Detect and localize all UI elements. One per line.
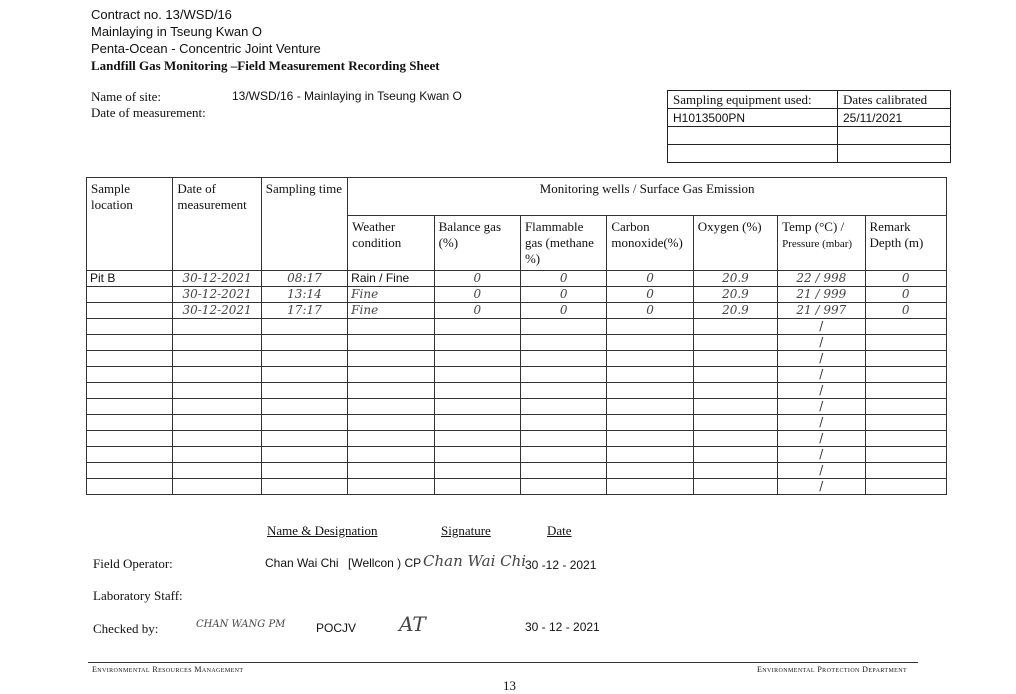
table-row xyxy=(87,367,947,383)
table-row xyxy=(87,431,947,447)
cell-carbon-monoxide xyxy=(607,431,693,447)
cell-oxygen: 20.9 xyxy=(693,287,777,303)
page-number: 13 xyxy=(503,678,516,693)
cell-time xyxy=(261,367,347,383)
cell-location xyxy=(87,399,173,415)
cell-depth: 0 xyxy=(865,271,947,287)
cell-time xyxy=(261,431,347,447)
cell-weather xyxy=(348,479,434,495)
cell-depth: 0 xyxy=(865,303,947,319)
contractor-name: Penta-Ocean - Concentric Joint Venture xyxy=(91,41,321,56)
cell-balance-gas xyxy=(434,319,520,335)
cell-balance-gas xyxy=(434,399,520,415)
cell-oxygen: 20.9 xyxy=(693,271,777,287)
cell-temp-pressure: 21 / 999 xyxy=(778,287,865,303)
cell-date xyxy=(173,399,261,415)
field-operator-org: [Wellcon ) CP xyxy=(348,556,422,570)
cell-time xyxy=(261,383,347,399)
pressure-label: Pressure (mbar) xyxy=(782,238,853,250)
cell-weather xyxy=(348,463,434,479)
calibrated-header: Dates calibrated xyxy=(838,91,951,109)
cell-depth xyxy=(865,367,947,383)
cell-flammable-gas xyxy=(520,431,606,447)
cell-time xyxy=(261,415,347,431)
cell-weather xyxy=(348,415,434,431)
col-carbon-monoxide: Carbon monoxide(%) xyxy=(607,216,693,271)
cell-location xyxy=(87,479,173,495)
table-row xyxy=(87,287,947,303)
lab-staff-label: Laboratory Staff: xyxy=(93,588,183,603)
cell-time xyxy=(261,463,347,479)
table-row xyxy=(87,335,947,351)
cell-oxygen xyxy=(693,399,777,415)
col-weather: Weather condition xyxy=(348,216,434,271)
date-label: Date of measurement: xyxy=(91,105,206,120)
cell-depth xyxy=(865,383,947,399)
cell-location xyxy=(87,463,173,479)
table-row xyxy=(87,351,947,367)
cell-carbon-monoxide xyxy=(607,367,693,383)
site-label: Name of site: xyxy=(91,89,162,104)
cell-location xyxy=(87,447,173,463)
cell-oxygen xyxy=(693,335,777,351)
col-sampling-time: Sampling time xyxy=(261,178,347,271)
cell-oxygen xyxy=(693,431,777,447)
signoff-signature-header: Signature xyxy=(441,523,491,538)
cell-flammable-gas: 0 xyxy=(520,303,606,319)
cell-flammable-gas xyxy=(520,335,606,351)
cell-flammable-gas xyxy=(520,383,606,399)
cell-oxygen xyxy=(693,479,777,495)
cell-date: 30-12-2021 xyxy=(173,303,261,319)
cell-temp-pressure: / xyxy=(778,447,865,463)
cell-temp-pressure: / xyxy=(778,335,865,351)
cell-location xyxy=(87,383,173,399)
cell-date xyxy=(173,319,261,335)
cell-oxygen xyxy=(693,383,777,399)
cell-flammable-gas: 0 xyxy=(520,287,606,303)
cell-balance-gas: 0 xyxy=(434,287,520,303)
checked-by-signature: AT xyxy=(399,612,426,636)
footer-right: Environmental Protection Department xyxy=(757,665,908,674)
cell-date xyxy=(173,431,261,447)
cell-carbon-monoxide: 0 xyxy=(607,287,693,303)
cell-depth xyxy=(865,447,947,463)
cell-location: Pit B xyxy=(87,271,173,287)
cell-depth xyxy=(865,415,947,431)
calibrated-date: 25/11/2021 xyxy=(838,109,951,127)
field-operator-label: Field Operator: xyxy=(93,556,173,571)
cell-time xyxy=(261,479,347,495)
table-row xyxy=(87,447,947,463)
cell-location xyxy=(87,415,173,431)
cell-flammable-gas xyxy=(520,479,606,495)
remark-label: Remark xyxy=(869,219,911,234)
cell-balance-gas xyxy=(434,479,520,495)
cell-date xyxy=(173,367,261,383)
calibrated-blank-cell xyxy=(838,145,951,163)
cell-flammable-gas xyxy=(520,463,606,479)
cell-oxygen xyxy=(693,415,777,431)
cell-carbon-monoxide xyxy=(607,383,693,399)
cell-carbon-monoxide xyxy=(607,319,693,335)
cell-temp-pressure: 21 / 997 xyxy=(778,303,865,319)
cell-temp-pressure: / xyxy=(778,383,865,399)
cell-weather xyxy=(348,351,434,367)
cell-time xyxy=(261,399,347,415)
cell-flammable-gas xyxy=(520,367,606,383)
cell-date xyxy=(173,415,261,431)
signoff-date-header: Date xyxy=(547,523,572,538)
col-oxygen: Oxygen (%) xyxy=(693,216,777,271)
cell-flammable-gas xyxy=(520,399,606,415)
table-row xyxy=(87,399,947,415)
cell-depth xyxy=(865,351,947,367)
cell-weather xyxy=(348,399,434,415)
cell-weather xyxy=(348,319,434,335)
cell-weather: Fine xyxy=(348,303,434,319)
cell-balance-gas xyxy=(434,447,520,463)
checked-by-date: 30 - 12 - 2021 xyxy=(525,620,600,634)
cell-temp-pressure: 22 / 998 xyxy=(778,271,865,287)
equipment-header: Sampling equipment used: xyxy=(668,91,838,109)
cell-flammable-gas xyxy=(520,447,606,463)
cell-flammable-gas xyxy=(520,351,606,367)
table-row xyxy=(87,479,947,495)
cell-location xyxy=(87,431,173,447)
contract-number: Contract no. 13/WSD/16 xyxy=(91,7,232,22)
site-value: 13/WSD/16 - Mainlaying in Tseung Kwan O xyxy=(232,89,462,103)
col-remark-depth xyxy=(865,216,947,271)
cell-temp-pressure: / xyxy=(778,415,865,431)
temp-label: Temp (°C) / xyxy=(782,219,845,234)
cell-time xyxy=(261,447,347,463)
field-operator-name: Chan Wai Chi xyxy=(265,556,339,570)
cell-balance-gas xyxy=(434,431,520,447)
cell-date xyxy=(173,447,261,463)
equipment-blank-cell xyxy=(668,145,838,163)
cell-balance-gas xyxy=(434,351,520,367)
table-row xyxy=(87,303,947,319)
cell-weather xyxy=(348,383,434,399)
cell-depth xyxy=(865,335,947,351)
cell-date xyxy=(173,479,261,495)
cell-location xyxy=(87,351,173,367)
calibrated-blank-cell xyxy=(838,127,951,145)
cell-weather: Rain / Fine xyxy=(348,271,434,287)
equipment-table xyxy=(667,90,951,163)
cell-carbon-monoxide: 0 xyxy=(607,271,693,287)
footer-divider xyxy=(88,662,918,663)
signoff-name-header: Name & Designation xyxy=(267,523,378,538)
cell-temp-pressure: / xyxy=(778,351,865,367)
cell-location xyxy=(87,319,173,335)
measurement-table xyxy=(86,177,947,495)
cell-depth xyxy=(865,399,947,415)
cell-weather xyxy=(348,335,434,351)
col-sample-location: Sample location xyxy=(87,178,173,271)
field-operator-date: 30 -12 - 2021 xyxy=(525,558,597,572)
cell-weather xyxy=(348,431,434,447)
table-row xyxy=(87,463,947,479)
project-name: Mainlaying in Tseung Kwan O xyxy=(91,24,263,39)
cell-temp-pressure: / xyxy=(778,367,865,383)
cell-date xyxy=(173,383,261,399)
cell-carbon-monoxide xyxy=(607,447,693,463)
cell-oxygen xyxy=(693,463,777,479)
cell-location xyxy=(87,303,173,319)
cell-balance-gas: 0 xyxy=(434,303,520,319)
cell-weather xyxy=(348,367,434,383)
table-row xyxy=(87,383,947,399)
cell-carbon-monoxide xyxy=(607,399,693,415)
cell-flammable-gas xyxy=(520,319,606,335)
cell-carbon-monoxide xyxy=(607,463,693,479)
cell-time: 13:14 xyxy=(261,287,347,303)
cell-oxygen: 20.9 xyxy=(693,303,777,319)
cell-date xyxy=(173,351,261,367)
cell-depth xyxy=(865,319,947,335)
cell-temp-pressure: / xyxy=(778,431,865,447)
table-row xyxy=(87,415,947,431)
cell-depth: 0 xyxy=(865,287,947,303)
cell-date: 30-12-2021 xyxy=(173,271,261,287)
cell-temp-pressure: / xyxy=(778,479,865,495)
cell-time xyxy=(261,335,347,351)
footer-left: Environmental Resources Management xyxy=(92,665,244,674)
cell-depth xyxy=(865,479,947,495)
cell-location xyxy=(87,335,173,351)
col-temp-pressure xyxy=(778,216,865,271)
cell-balance-gas: 0 xyxy=(434,271,520,287)
checked-by-name: CHAN WANG PM xyxy=(196,619,286,630)
cell-time xyxy=(261,319,347,335)
cell-temp-pressure: / xyxy=(778,399,865,415)
cell-balance-gas xyxy=(434,367,520,383)
cell-flammable-gas: 0 xyxy=(520,271,606,287)
cell-oxygen xyxy=(693,447,777,463)
cell-depth xyxy=(865,431,947,447)
cell-carbon-monoxide xyxy=(607,335,693,351)
checked-by-org: POCJV xyxy=(316,621,357,635)
cell-carbon-monoxide xyxy=(607,415,693,431)
sheet-title: Landfill Gas Monitoring –Field Measurement Recording Sheet xyxy=(91,58,440,73)
cell-balance-gas xyxy=(434,383,520,399)
cell-weather xyxy=(348,447,434,463)
cell-carbon-monoxide: 0 xyxy=(607,303,693,319)
cell-oxygen xyxy=(693,351,777,367)
equipment-id: H1013500PN xyxy=(668,109,838,127)
cell-date: 30-12-2021 xyxy=(173,287,261,303)
depth-label: Depth (m) xyxy=(869,235,924,250)
cell-temp-pressure: / xyxy=(778,319,865,335)
cell-depth xyxy=(865,463,947,479)
cell-balance-gas xyxy=(434,463,520,479)
cell-weather: Fine xyxy=(348,287,434,303)
table-row xyxy=(87,319,947,335)
cell-location xyxy=(87,367,173,383)
checked-by-label: Checked by: xyxy=(93,621,159,636)
cell-time xyxy=(261,351,347,367)
cell-time: 17:17 xyxy=(261,303,347,319)
cell-location xyxy=(87,287,173,303)
col-balance-gas: Balance gas (%) xyxy=(434,216,520,271)
field-operator-signature: Chan Wai Chi xyxy=(423,552,527,570)
cell-temp-pressure: / xyxy=(778,463,865,479)
equipment-blank-cell xyxy=(668,127,838,145)
cell-date xyxy=(173,335,261,351)
cell-oxygen xyxy=(693,319,777,335)
cell-flammable-gas xyxy=(520,415,606,431)
table-row xyxy=(87,271,947,287)
col-group-monitoring: Monitoring wells / Surface Gas Emission xyxy=(348,178,947,216)
cell-balance-gas xyxy=(434,335,520,351)
cell-date xyxy=(173,463,261,479)
col-flammable-gas: Flammable gas (methane %) xyxy=(520,216,606,271)
col-date-of-measurement: Date of measurement xyxy=(173,178,261,271)
cell-oxygen xyxy=(693,367,777,383)
cell-balance-gas xyxy=(434,415,520,431)
cell-time: 08:17 xyxy=(261,271,347,287)
cell-carbon-monoxide xyxy=(607,479,693,495)
cell-carbon-monoxide xyxy=(607,351,693,367)
